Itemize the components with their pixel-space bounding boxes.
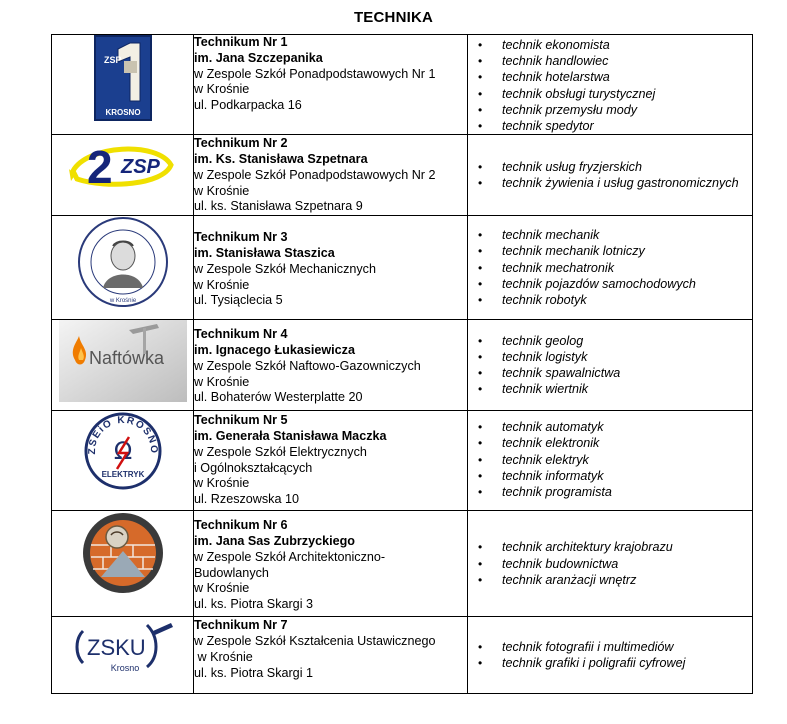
list-item: • technik spawalnictwa	[502, 365, 752, 381]
school-info	[194, 320, 468, 411]
list-item: • technik grafiki i poligrafii cyfrowej	[502, 655, 752, 671]
professions-cell	[468, 216, 753, 320]
logo-cell	[52, 135, 194, 216]
logo-cell	[52, 216, 194, 320]
list-item: • technik wiertnik	[502, 381, 752, 397]
school-patron-text: im. Ks. Stanisława Szpetnara	[194, 152, 368, 167]
schools-table	[51, 34, 753, 694]
professions-list	[468, 227, 752, 308]
school-unit: w Zespole Szkół Naftowo-Gazowniczych	[194, 358, 421, 373]
school-info	[194, 617, 468, 694]
svg-text:ZSEiO KROSNO: ZSEiO KROSNO	[86, 415, 159, 455]
school-patron: im. Ignacego Łukasiewicza	[194, 343, 355, 357]
school-patron: im. Generała Stanisława Maczka	[194, 429, 387, 443]
list-item: • technik elektryk	[502, 452, 752, 468]
professions-list	[468, 37, 752, 134]
school-address: ul. Tysiąclecia 5	[194, 293, 283, 308]
school-address: ul. ks. Piotra Skargi 3	[194, 597, 313, 612]
school-unit: w Zespole Szkół Kształcenia Ustawicznego	[194, 634, 436, 648]
professions-cell	[468, 135, 753, 216]
professions-list	[468, 539, 752, 588]
list-item: • technik robotyk	[502, 292, 752, 308]
naftowka-flame-logo-icon	[59, 320, 187, 402]
list-item: • technik architektury krajobrazu	[502, 539, 752, 555]
school-unit: w Zespole Szkół Elektrycznych	[194, 444, 367, 459]
school-info	[194, 135, 468, 216]
list-item: • technik hotelarstwa	[502, 69, 752, 85]
school-unit: w Zespole Szkół Ponadpodstawowych Nr 1	[194, 66, 436, 81]
professions-list	[468, 159, 752, 191]
list-item: • technik żywienia i usług gastronomicznych	[502, 175, 752, 191]
school-unit-cont: Budowlanych	[194, 565, 269, 580]
professions-cell	[468, 511, 753, 617]
school-unit-cont: i Ogólnokształcących	[194, 460, 313, 475]
brick-badge-logo-icon	[81, 511, 165, 595]
svg-text:Naftówka: Naftówka	[88, 348, 164, 369]
school-unit: w Zespole Szkół Mechanicznych	[194, 261, 376, 276]
svg-text:ZSP: ZSP	[103, 55, 122, 65]
school-name: Technikum Nr 2	[194, 136, 288, 151]
staszic-portrait-seal-icon	[77, 216, 169, 308]
svg-text:ZSP: ZSP	[120, 156, 160, 179]
school-unit: w Zespole Szkół Ponadpodstawowych Nr 2	[194, 167, 436, 182]
list-item: • technik fotografii i multimediów	[502, 639, 752, 655]
zsp1-krosno-logo-icon	[94, 35, 152, 121]
list-item: • technik elektronik	[502, 435, 752, 451]
school-name: Technikum Nr 1	[194, 35, 288, 49]
school-info	[194, 411, 468, 511]
school-address: ul. Rzeszowska 10	[194, 492, 299, 507]
school-name: Technikum Nr 5	[194, 413, 288, 428]
svg-text:Ω: Ω	[113, 437, 132, 466]
list-item: • technik mechanik	[502, 227, 752, 243]
logo-cell	[52, 35, 194, 135]
school-patron: im. Stanisława Staszica	[194, 246, 335, 260]
school-address: ul. Podkarpacka 16	[194, 98, 302, 113]
svg-text:Krosno: Krosno	[110, 663, 139, 674]
professions-cell	[468, 617, 753, 694]
school-city: w Krośnie	[194, 581, 250, 596]
school-info	[194, 511, 468, 617]
list-item: • technik logistyk	[502, 349, 752, 365]
svg-text:2: 2	[86, 141, 113, 194]
school-address: ul. ks. Stanisława Szpetnara 9	[194, 199, 363, 214]
professions-cell	[468, 411, 753, 511]
table-row	[52, 320, 753, 411]
professions-list	[468, 419, 752, 500]
list-item: • technik mechanik lotniczy	[502, 243, 752, 259]
list-item: • technik geolog	[502, 333, 752, 349]
school-patron: im. Jana Sas Zubrzyckiego	[194, 534, 355, 548]
list-item: • technik ekonomista	[502, 37, 752, 53]
list-item: • technik obsługi turystycznej	[502, 86, 752, 102]
school-name: Technikum Nr 3	[194, 230, 288, 245]
logo-cell	[52, 511, 194, 617]
professions-list	[468, 333, 752, 398]
professions-cell	[468, 35, 753, 135]
list-item: • technik aranżacji wnętrz	[502, 572, 752, 588]
school-info	[194, 216, 468, 320]
table-row	[52, 135, 753, 216]
school-patron	[194, 152, 467, 168]
list-item: • technik handlowiec	[502, 53, 752, 69]
school-address: ul. ks. Piotra Skargi 1	[194, 665, 313, 680]
school-city: w Krośnie	[194, 374, 250, 389]
list-item: • technik spedytor	[502, 118, 752, 134]
list-item: • technik usług fryzjerskich	[502, 159, 752, 175]
list-item: • technik przemysłu mody	[502, 102, 752, 118]
school-city: w Krośnie	[194, 183, 250, 198]
list-item: • technik programista	[502, 484, 752, 500]
school-city: w Krośnie	[194, 476, 250, 491]
school-city: w Krośnie	[194, 82, 250, 97]
svg-text:ELEKTRYK: ELEKTRYK	[101, 470, 144, 480]
list-item: • technik mechatronik	[502, 260, 752, 276]
school-name: Technikum Nr 7	[194, 618, 288, 633]
school-patron: im. Jana Szczepanika	[194, 50, 323, 65]
professions-cell	[468, 320, 753, 411]
school-name: Technikum Nr 4	[194, 327, 288, 342]
school-info	[194, 35, 468, 135]
logo-cell	[52, 617, 194, 694]
logo-cell	[52, 320, 194, 411]
table-row	[52, 511, 753, 617]
logo-cell	[52, 411, 194, 511]
list-item: • technik budownictwa	[502, 556, 752, 572]
elektryk-omega-logo-icon	[83, 411, 163, 491]
svg-text:KROSNO: KROSNO	[104, 108, 141, 117]
table-row	[52, 35, 753, 135]
zsku-logo-icon	[67, 617, 179, 677]
school-city: w Krośnie	[194, 649, 253, 664]
school-name: Technikum Nr 6	[194, 518, 288, 533]
list-item: • technik informatyk	[502, 468, 752, 484]
table-row	[52, 617, 753, 694]
table-row	[52, 216, 753, 320]
list-item: • technik pojazdów samochodowych	[502, 276, 752, 292]
table-row	[52, 411, 753, 511]
list-item: • technik automatyk	[502, 419, 752, 435]
svg-text:w Krośnie: w Krośnie	[109, 298, 136, 305]
school-city: w Krośnie	[194, 277, 250, 292]
page-title: TECHNIKA	[353, 9, 434, 26]
svg-text:ZSKU: ZSKU	[86, 635, 146, 661]
school-unit: w Zespole Szkół Architektoniczno-	[194, 549, 386, 564]
professions-list	[468, 639, 752, 671]
school-address: ul. Bohaterów Westerplatte 20	[194, 390, 363, 405]
zsp2-logo-icon	[67, 135, 179, 195]
